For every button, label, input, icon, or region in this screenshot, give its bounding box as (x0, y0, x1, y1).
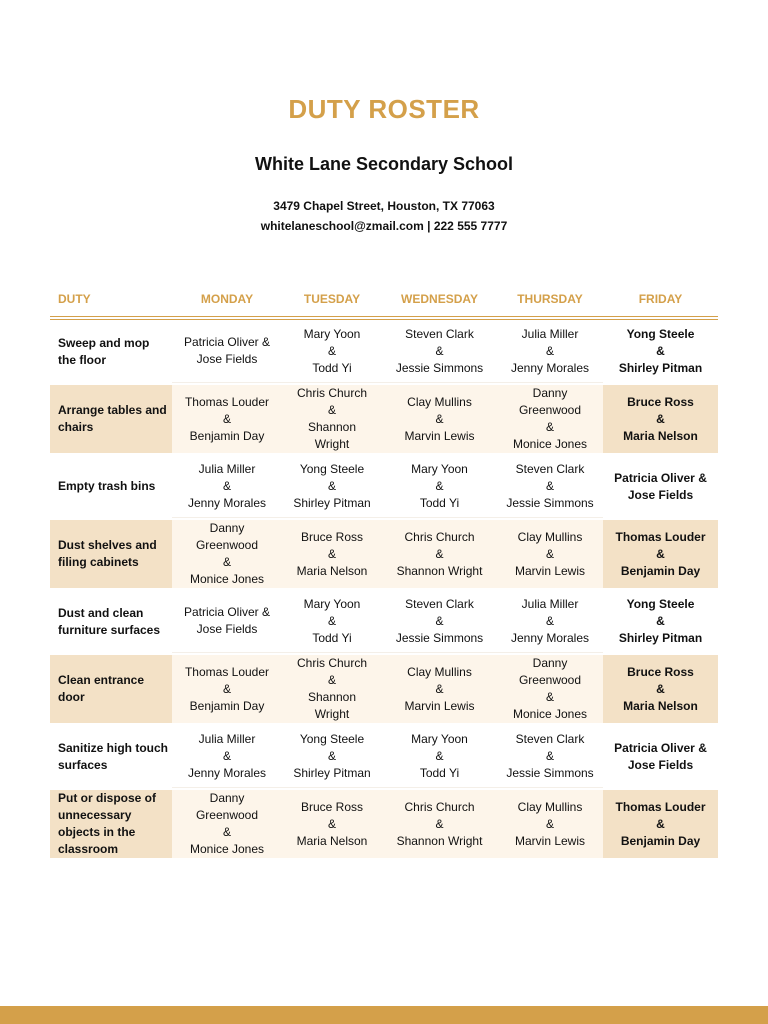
assignment-line: & (222, 555, 231, 569)
assignment-tuesday (282, 319, 382, 383)
assignment-thursday (497, 790, 603, 858)
assignment-line: Steven Clark (515, 461, 585, 476)
assignment-monday (172, 655, 282, 723)
assignment-line: Jessie Simmons (395, 360, 484, 375)
assignment-line: Maria Nelson (296, 563, 368, 578)
assignment-line: & (222, 411, 231, 426)
assignment-line: & (656, 344, 665, 358)
assignment-line: Shirley Pitman (618, 631, 703, 645)
assignment-line: Thomas Louder (615, 529, 706, 544)
assignment-line: & (327, 343, 336, 358)
assignment-line: Yong Steele (626, 597, 695, 611)
assignment-line: & (656, 816, 665, 831)
assignment-line: Yong Steele (299, 731, 365, 746)
assignment-line: & (656, 681, 665, 696)
table-row (50, 790, 718, 858)
assignment-line: Marvin Lewis (514, 833, 586, 848)
assignment-line: & (435, 681, 444, 696)
duty-name: Put or dispose of unnecessary objects in the classroom (50, 790, 172, 858)
assignment-line: Jose Fields (196, 622, 258, 636)
assignment-wednesday (382, 319, 497, 383)
assignment-line: Shannon (307, 420, 357, 434)
assignment-line: & (656, 546, 665, 561)
assignment-line: & (327, 816, 336, 831)
assignment-line: Shirley Pitman (618, 361, 703, 375)
assignment-line: Shannon Wright (396, 563, 483, 578)
assignment-line: Chris Church (404, 529, 475, 544)
assignment-line: Mary Yoon (411, 461, 468, 476)
assignment-friday (603, 319, 718, 383)
table-row (50, 590, 718, 653)
assignment-thursday (497, 655, 603, 723)
assignment-line: Julia Miller (521, 596, 579, 611)
assignment-line: Danny (209, 521, 245, 535)
assignment-thursday (497, 385, 603, 453)
document-title: DUTY ROSTER (288, 94, 480, 124)
assignment-line: Maria Nelson (623, 428, 698, 443)
assignment-wednesday (382, 520, 497, 588)
school-contact: whitelaneschool@zmail.com | 222 555 7777 (260, 219, 508, 233)
assignment-line: Benjamin Day (189, 698, 265, 713)
duty-name: Dust shelves and filing cabinets (50, 520, 172, 588)
table-row (50, 385, 718, 453)
assignment-line: & (222, 825, 231, 839)
assignment-line: Todd Yi (419, 765, 460, 780)
assignment-tuesday (282, 590, 382, 653)
duty-name: Dust and clean furniture surfaces (50, 590, 172, 653)
header-tuesday: TUESDAY (282, 282, 382, 317)
assignment-line: Clay Mullins (517, 799, 583, 814)
table-row (50, 455, 718, 518)
assignment-line: Yong Steele (626, 327, 695, 341)
assignment-thursday (497, 590, 603, 653)
assignment-line: Jose Fields (196, 352, 258, 366)
assignment-line: & (435, 343, 444, 358)
assignment-line: Marvin Lewis (404, 428, 475, 443)
assignment-line: & (545, 613, 554, 628)
assignment-line: & (327, 748, 336, 763)
assignment-line: & (545, 816, 554, 831)
assignment-line: & (435, 748, 444, 763)
assignment-line: Monice Jones (512, 707, 588, 721)
assignment-line: Todd Yi (312, 360, 352, 375)
header-thursday: THURSDAY (497, 282, 603, 317)
assignment-friday (603, 790, 718, 858)
assignment-friday (603, 385, 718, 453)
assignment-line: & (545, 690, 554, 704)
assignment-line: Maria Nelson (296, 833, 368, 848)
assignment-line: Mary Yoon (411, 731, 468, 746)
assignment-wednesday (382, 790, 497, 858)
assignment-line: Mary Yoon (303, 596, 361, 611)
assignment-line: Jessie Simmons (506, 765, 594, 780)
assignment-line: Monice Jones (189, 572, 265, 586)
table-header-row (50, 282, 718, 317)
header-wednesday: WEDNESDAY (382, 282, 497, 317)
assignment-line: & (545, 546, 554, 561)
assignment-wednesday (382, 455, 497, 518)
assignment-line: & (545, 748, 554, 763)
duty-name: Clean entrance door (50, 655, 172, 723)
table-row (50, 520, 718, 588)
assignment-line: & (435, 613, 444, 628)
assignment-line: Monice Jones (512, 437, 588, 451)
table-body (50, 319, 718, 858)
assignment-line: & (327, 478, 336, 493)
header-duty: DUTY (50, 282, 172, 317)
assignment-line: & (656, 411, 665, 426)
assignment-line: & (222, 681, 231, 696)
table-row (50, 725, 718, 788)
assignment-line: Wright (314, 707, 350, 721)
assignment-thursday (497, 319, 603, 383)
assignment-line: Thomas Louder (184, 664, 270, 679)
assignment-line: Bruce Ross (300, 529, 364, 544)
assignment-line: Julia Miller (521, 326, 579, 341)
assignment-line: Mary Yoon (303, 326, 361, 341)
assignment-line: Julia Miller (198, 731, 256, 746)
assignment-line: & (327, 403, 336, 417)
assignment-friday (603, 655, 718, 723)
assignment-wednesday (382, 655, 497, 723)
assignment-line: Danny (209, 791, 245, 805)
assignment-line: Benjamin Day (189, 428, 265, 443)
assignment-monday (172, 385, 282, 453)
assignment-monday (172, 790, 282, 858)
assignment-wednesday (382, 590, 497, 653)
assignment-line: Maria Nelson (623, 698, 698, 713)
assignment-line: & (435, 546, 444, 561)
assignment-monday (172, 520, 282, 588)
assignment-thursday (497, 455, 603, 518)
assignment-line: Clay Mullins (407, 394, 472, 409)
assignment-line: Jenny Morales (510, 360, 590, 375)
assignment-line: & (656, 614, 665, 628)
assignment-line: Greenwood (518, 673, 582, 687)
assignment-line: Shannon Wright (396, 833, 483, 848)
header-monday: MONDAY (172, 282, 282, 317)
assignment-monday (172, 455, 282, 518)
assignment-line: Greenwood (518, 403, 582, 417)
assignment-line: Clay Mullins (407, 664, 472, 679)
assignment-line: Shirley Pitman (293, 765, 371, 780)
assignment-line: Patricia Oliver & (614, 470, 707, 485)
assignment-line: Jessie Simmons (506, 495, 594, 510)
assignment-line: & (222, 478, 231, 493)
assignment-line: Bruce Ross (300, 799, 364, 814)
assignment-line: & (545, 478, 554, 493)
assignment-line: & (327, 613, 336, 628)
assignment-line: & (435, 816, 444, 831)
assignment-line: & (545, 343, 554, 358)
assignment-line: Greenwood (195, 538, 259, 552)
duty-roster-table (50, 280, 718, 860)
assignment-line: Thomas Louder (184, 394, 270, 409)
assignment-line: Patricia Oliver & (614, 740, 707, 755)
assignment-line: Jenny Morales (187, 495, 267, 510)
assignment-line: & (327, 546, 336, 561)
assignment-line: Shirley Pitman (293, 495, 371, 510)
assignment-monday (172, 590, 282, 653)
assignment-line: Greenwood (195, 808, 259, 822)
assignment-monday (172, 319, 282, 383)
assignment-line: Danny (532, 386, 568, 400)
assignment-line: Steven Clark (515, 731, 585, 746)
assignment-line: Monice Jones (189, 842, 265, 856)
assignment-thursday (497, 725, 603, 788)
assignment-friday (603, 725, 718, 788)
assignment-line: Jenny Morales (510, 630, 590, 645)
assignment-friday (603, 520, 718, 588)
assignment-wednesday (382, 385, 497, 453)
assignment-monday (172, 725, 282, 788)
assignment-line: Marvin Lewis (514, 563, 586, 578)
footer-bar (0, 1006, 768, 1024)
assignment-friday (603, 590, 718, 653)
assignment-line: & (435, 478, 444, 493)
assignment-tuesday (282, 725, 382, 788)
assignment-line: & (545, 420, 554, 434)
assignment-line: Julia Miller (198, 461, 256, 476)
assignment-line: Danny (532, 656, 568, 670)
school-address: 3479 Chapel Street, Houston, TX 77063 (273, 199, 495, 213)
assignment-line: Jose Fields (627, 757, 694, 772)
assignment-line: Shannon (307, 690, 357, 704)
assignment-line: Wright (314, 437, 350, 451)
assignment-tuesday (282, 455, 382, 518)
assignment-tuesday (282, 385, 382, 453)
assignment-line: Benjamin Day (620, 563, 701, 578)
assignment-line: Steven Clark (405, 326, 474, 341)
assignment-line: Marvin Lewis (404, 698, 475, 713)
assignment-thursday (497, 520, 603, 588)
assignment-friday (603, 455, 718, 518)
assignment-line: & (222, 748, 231, 763)
assignment-line: & (327, 673, 336, 687)
assignment-line: Benjamin Day (620, 833, 701, 848)
assignment-line: Steven Clark (405, 596, 474, 611)
assignment-tuesday (282, 520, 382, 588)
assignment-line: Todd Yi (312, 630, 352, 645)
table-row (50, 655, 718, 723)
assignment-line: Jose Fields (627, 487, 694, 502)
assignment-line: Yong Steele (299, 461, 365, 476)
assignment-line: Patricia Oliver & (183, 605, 271, 619)
assignment-line: Chris Church (296, 386, 368, 400)
assignment-line: Jenny Morales (187, 765, 267, 780)
assignment-wednesday (382, 725, 497, 788)
assignment-line: & (435, 411, 444, 426)
table-row (50, 319, 718, 383)
duty-name: Sweep and mop the floor (50, 319, 172, 383)
assignment-tuesday (282, 655, 382, 723)
assignment-line: Patricia Oliver & (183, 335, 271, 349)
header-friday: FRIDAY (603, 282, 718, 317)
duty-name: Arrange tables and chairs (50, 385, 172, 453)
duty-name: Empty trash bins (50, 455, 172, 518)
assignment-line: Chris Church (296, 656, 368, 670)
assignment-line: Jessie Simmons (395, 630, 484, 645)
school-name: White Lane Secondary School (254, 154, 514, 174)
assignment-line: Todd Yi (419, 495, 460, 510)
assignment-tuesday (282, 790, 382, 858)
assignment-line: Bruce Ross (627, 664, 694, 679)
assignment-line: Thomas Louder (615, 799, 706, 814)
assignment-line: Bruce Ross (627, 394, 694, 409)
duty-name: Sanitize high touch surfaces (50, 725, 172, 788)
assignment-line: Clay Mullins (517, 529, 583, 544)
assignment-line: Chris Church (404, 799, 475, 814)
